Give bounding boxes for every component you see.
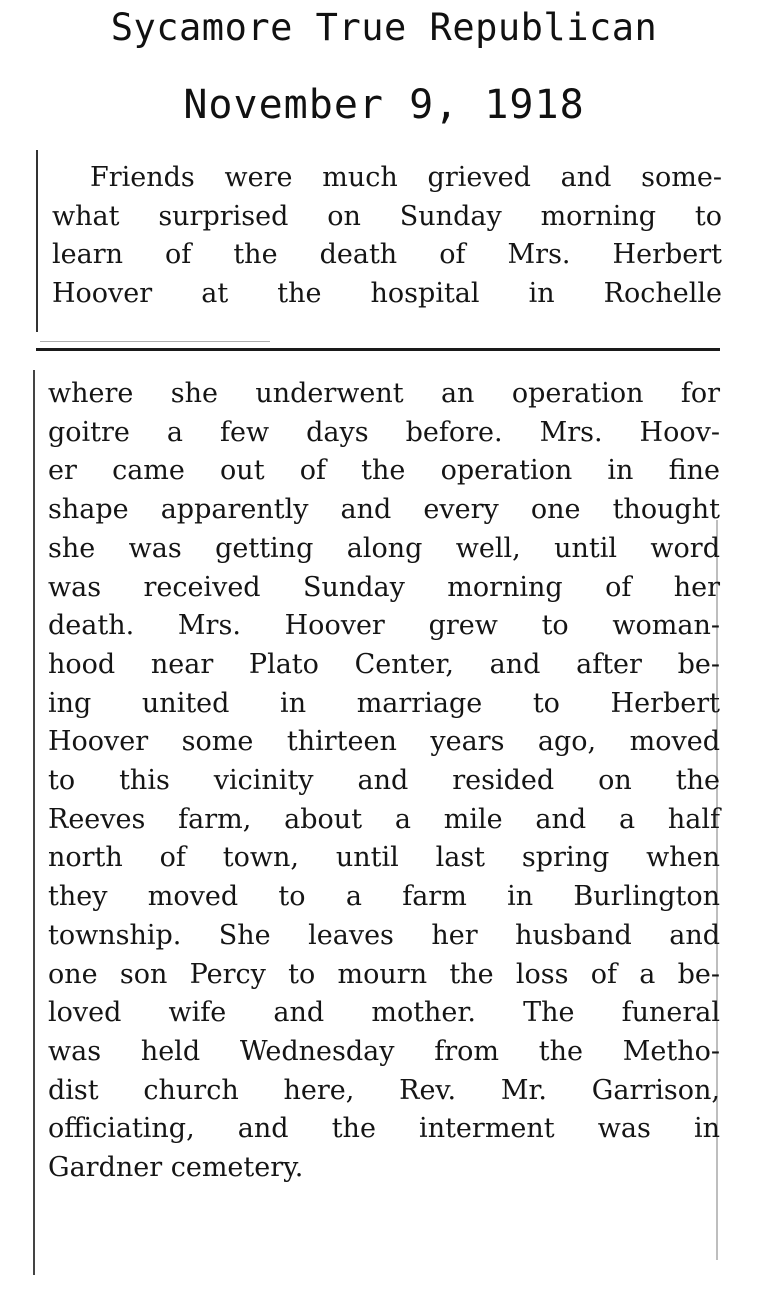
article-line: township. She leaves her husband and (48, 919, 720, 951)
publication-date: November 9, 1918 (183, 82, 585, 128)
column-divider-faint (40, 341, 270, 342)
article-line: hood near Plato Center, and after be- (48, 648, 720, 680)
article-line: what surprised on Sunday morning to (52, 200, 722, 232)
article-line: they moved to a farm in Burlington (48, 881, 720, 913)
article-line: loved wife and mother. The funeral (48, 997, 720, 1029)
article-line: was received Sunday morning of her (48, 571, 720, 603)
column-rule-left-bottom (33, 370, 35, 1275)
article-line: north of town, until last spring when (48, 842, 720, 874)
article-line: Hoover at the hospital in Rochelle (52, 278, 722, 310)
article-line: shape apparently and every one thought (48, 494, 720, 526)
publication-title: Sycamore True Republican (110, 6, 658, 49)
article-line: Friends were much grieved and some- (90, 162, 722, 193)
article-line: where she underwent an operation for (48, 378, 720, 409)
article-line: learn of the death of Mrs. Herbert (52, 239, 722, 271)
column-rule-left-top (36, 150, 38, 332)
article-line: she was getting along well, until word (48, 532, 720, 564)
article-line: dist church here, Rev. Mr. Garrison, (48, 1074, 720, 1106)
article-line: one son Percy to mourn the loss of a be- (48, 958, 720, 990)
article-line: Gardner cemetery. (48, 1152, 304, 1184)
article-line: Reeves farm, about a mile and a half (48, 803, 720, 835)
article-line: goitre a few days before. Mrs. Hoov- (48, 416, 720, 448)
article-line: officiating, and the interment was in (48, 1113, 720, 1145)
article-line: was held Wednesday from the Metho- (48, 1035, 720, 1067)
article-column-top (52, 159, 722, 314)
article-line: Hoover some thirteen years ago, moved (48, 726, 720, 758)
article-line: to this vicinity and resided on the (48, 765, 720, 797)
article-line: ing united in marriage to Herbert (48, 687, 720, 719)
article-line: er came out of the operation in fine (48, 455, 720, 487)
article-column-bottom (48, 375, 720, 1188)
column-divider (36, 348, 720, 351)
article-line: death. Mrs. Hoover grew to woman- (48, 610, 720, 642)
